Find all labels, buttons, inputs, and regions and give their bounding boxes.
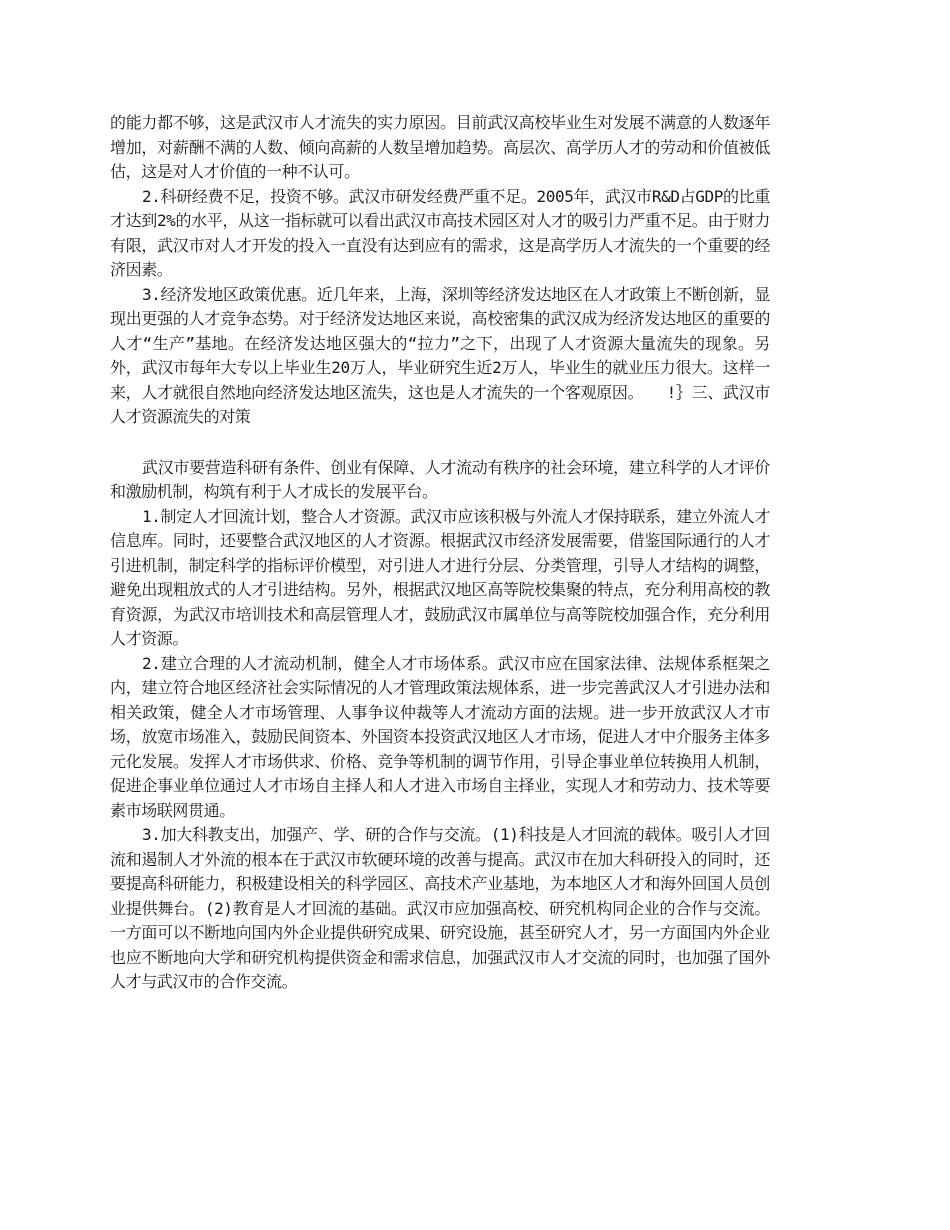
paragraph-regional-policy: 3.经济发地区政策优惠。近几年来，上海，深圳等经济发达地区在人才政策上不断创新，显现出更强的人才竞争态势。对于经济发达地区来说，高校密集的武汉成为经济发达地区的重要的人才“生产”基地。在经济发达地区强大的“拉力”之下，出现了人才资源大量流失的现象。另外，武汉市每年大专以上毕业生20万人，毕业研究生近2万人，毕业生的就业压力很大。这样一来，人才就很自然地向经济发达地区流失，这也是人才流失的一个客观原因。 !｝三、武汉市人才资源流失的对策 — [110, 284, 770, 426]
paragraph-science-education: 3.加大科教支出，加强产、学、研的合作与交流。(1)科技是人才回流的载体。吸引人才回流和遏制人才外流的根本在于武汉市软硬环境的改善与提高。武汉市在加大科研投入的同时，还要提高科研能力，积极建设相关的科学园区、高技术产业基地，为本地区人才和海外回国人员创业提供舞台。(2)教育是人才回流的基础。武汉市应加强高校、研究机构同企业的合作与交流。一方面可以不断地向国内外企业提供研究成果、研究设施，甚至研究人才，另一方面国内外企业也应不断地向大学和研究机构提供资金和需求信息，加强武汉市人才交流的同时，也加强了国外人才与武汉市的合作交流。 — [110, 825, 770, 991]
paragraph-research-funding: 2.科研经费不足，投资不够。武汉市研发经费严重不足。2005年，武汉市R&D占GDP的比重才达到2%的水平，从这一指标就可以看出武汉市高技术园区对人才的吸引力严重不足。由于财力有限，武汉市对人才开发的投入一直没有达到应有的需求，这是高学历人才流失的一个重要的经济因素。 — [110, 186, 770, 279]
paragraph-talent-value: 的能力都不够，这是武汉市人才流失的实力原因。目前武汉高校毕业生对发展不满意的人数逐年增加，对薪酬不满的人数、倾向高薪的人数呈增加趋势。高层次、高学历人才的劳动和价值被低估，这是对人才价值的一种不认可。 — [110, 113, 770, 181]
paragraph-countermeasures-intro: 武汉市要营造科研有条件、创业有保障、人才流动有秩序的社会环境，建立科学的人才评价和激励机制，构筑有利于人才成长的发展平台。 — [110, 457, 770, 501]
paragraph-gap — [110, 430, 770, 456]
document-body — [110, 111, 770, 995]
paragraph-return-plan: 1.制定人才回流计划，整合人才资源。武汉市应该积极与外流人才保持联系，建立外流人才信息库。同时，还要整合武汉地区的人才资源。根据武汉市经济发展需要，借鉴国际通行的人才引进机制，制定科学的指标评价模型，对引进人才进行分层、分类管理，引导人才结构的调整，避免出现粗放式的人才引进结构。另外，根据武汉地区高等院校集聚的特点，充分利用高校的教育资源，为武汉市培训技术和高层管理人才，鼓励武汉市属单位与高等院校加强合作，充分利用人才资源。 — [110, 506, 770, 648]
paragraph-talent-mobility: 2.建立合理的人才流动机制，健全人才市场体系。武汉市应在国家法律、法规体系框架之内，建立符合地区经济社会实际情况的人才管理政策法规体系，进一步完善武汉人才引进办法和相关政策，健全人才市场管理、人事争议仲裁等人才流动方面的法规。进一步开放武汉人才市场，放宽市场准入，鼓励民间资本、外国资本投资武汉地区人才市场，促进人才中介服务主体多元化发展。发挥人才市场供求、价格、竞争等机制的调节作用，引导企事业单位转换用人机制，促进企事业单位通过人才市场自主择人和人才进入市场自主择业，实现人才和劳动力、技术等要素市场联网贯通。 — [110, 653, 770, 820]
